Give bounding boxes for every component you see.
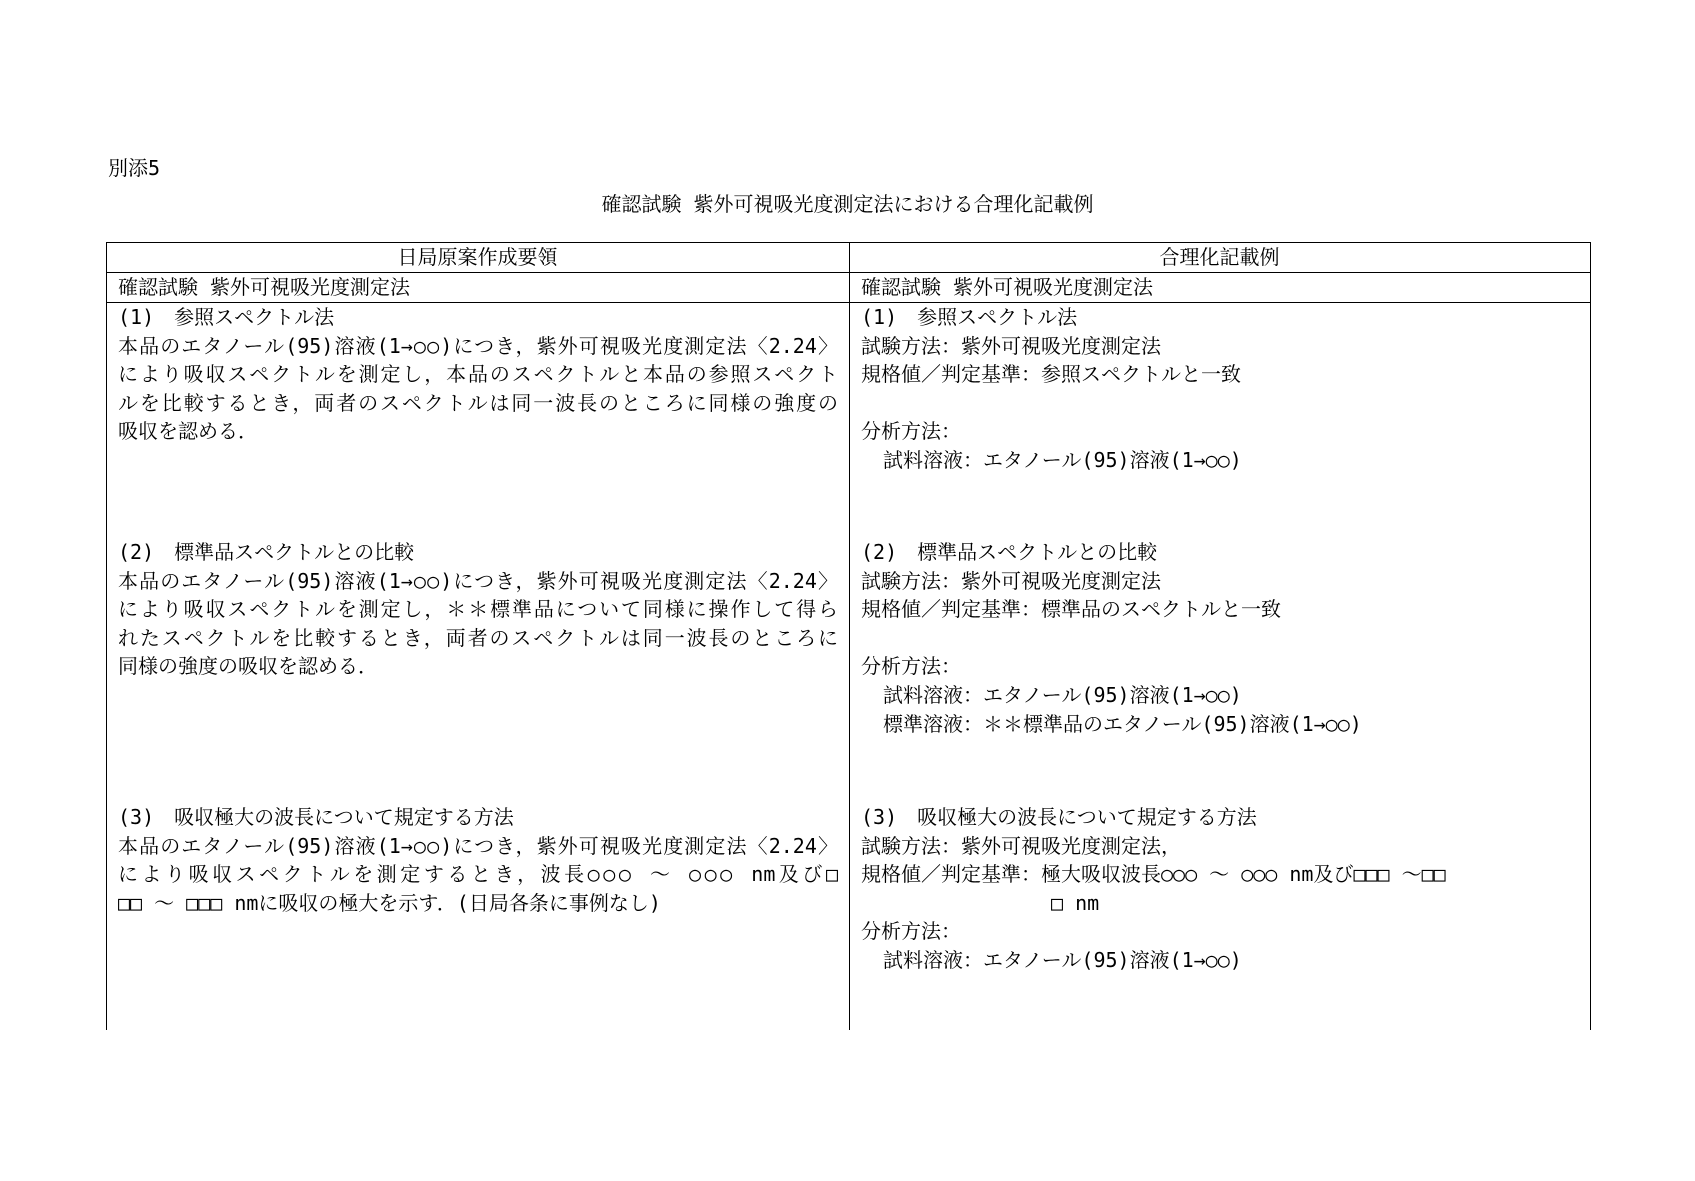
column-header-original: 日局原案作成要領 xyxy=(397,245,558,269)
acceptance-criteria: 規格値／判定基準：極大吸収波長○○○ ～ ○○○ nm及び□□□ ～□□ xyxy=(861,862,1446,887)
table-column-divider xyxy=(849,242,850,1030)
blank-line xyxy=(861,389,1581,418)
test-method: 試験方法：紫外可視吸光度測定法 xyxy=(861,568,1161,593)
acceptance-criteria-continued: □ nm xyxy=(1051,890,1100,915)
section-heading: (3) 吸収極大の波長について規定する方法 xyxy=(861,805,1257,829)
body-line: ルを比較するとき，両者のスペクトルは同一波長のところに同様の強度の xyxy=(118,390,838,415)
body-line: により吸収スペクトルを測定するとき，波長○○○ ～ ○○○ nm及び□ xyxy=(118,862,838,887)
section-heading: (1) 参照スペクトル法 xyxy=(118,305,335,329)
body-line: 吸収を認める． xyxy=(118,419,258,444)
sample-solution: 試料溶液：エタノール(95)溶液(1→○○) xyxy=(883,447,1242,472)
table-border-left xyxy=(106,242,107,1030)
original-section-1 xyxy=(118,303,838,446)
section-heading: (2) 標準品スペクトルとの比較 xyxy=(118,540,415,564)
document-title: 確認試験 紫外可視吸光度測定法における合理化記載例 xyxy=(601,192,1094,216)
body-line: れたスペクトルを比較するとき，両者のスペクトルは同一波長のところに xyxy=(118,625,838,650)
sample-solution: 試料溶液：エタノール(95)溶液(1→○○) xyxy=(883,682,1242,707)
section-heading: (3) 吸収極大の波長について規定する方法 xyxy=(118,805,514,829)
blank-line xyxy=(861,624,1581,653)
rationalized-section-3 xyxy=(861,803,1581,975)
test-method: 試験方法：紫外可視吸光度測定法 xyxy=(861,333,1161,358)
analysis-method: 分析方法： xyxy=(861,654,961,679)
body-line: 本品のエタノール(95)溶液(1→○○)につき，紫外可視吸光度測定法〈2.24〉 xyxy=(118,833,838,858)
rationalized-section-2 xyxy=(861,538,1581,738)
body-line: 本品のエタノール(95)溶液(1→○○)につき，紫外可視吸光度測定法〈2.24〉 xyxy=(118,568,838,593)
body-line: 同様の強度の吸収を認める． xyxy=(118,654,378,679)
acceptance-criteria: 規格値／判定基準：標準品のスペクトルと一致 xyxy=(861,597,1281,622)
body-line: により吸収スペクトルを測定し，＊＊標準品について同様に操作して得ら xyxy=(118,597,838,622)
section-heading: (2) 標準品スペクトルとの比較 xyxy=(861,540,1158,564)
column-header-rationalized: 合理化記載例 xyxy=(1159,245,1280,269)
table-border-right xyxy=(1590,242,1591,1030)
standard-solution: 標準溶液：＊＊標準品のエタノール(95)溶液(1→○○) xyxy=(883,711,1362,736)
subheader-rationalized: 確認試験 紫外可視吸光度測定法 xyxy=(861,275,1154,299)
rationalized-section-1 xyxy=(861,303,1581,475)
body-line: 本品のエタノール(95)溶液(1→○○)につき，紫外可視吸光度測定法〈2.24〉 xyxy=(118,333,838,358)
attachment-label: 別添5 xyxy=(108,156,161,180)
body-line: □□ ～ □□□ nmに吸収の極大を示す．(日局各条に事例なし) xyxy=(118,890,661,915)
body-line: により吸収スペクトルを測定し，本品のスペクトルと本品の参照スペクト xyxy=(118,362,838,387)
analysis-method: 分析方法： xyxy=(861,919,961,944)
original-section-2 xyxy=(118,538,838,681)
acceptance-criteria: 規格値／判定基準：参照スペクトルと一致 xyxy=(861,362,1241,387)
analysis-method: 分析方法： xyxy=(861,419,961,444)
section-heading: (1) 参照スペクトル法 xyxy=(861,305,1078,329)
subheader-original: 確認試験 紫外可視吸光度測定法 xyxy=(118,275,411,299)
sample-solution: 試料溶液：エタノール(95)溶液(1→○○) xyxy=(883,947,1242,972)
test-method: 試験方法：紫外可視吸光度測定法， xyxy=(861,833,1181,858)
original-section-3 xyxy=(118,803,838,917)
